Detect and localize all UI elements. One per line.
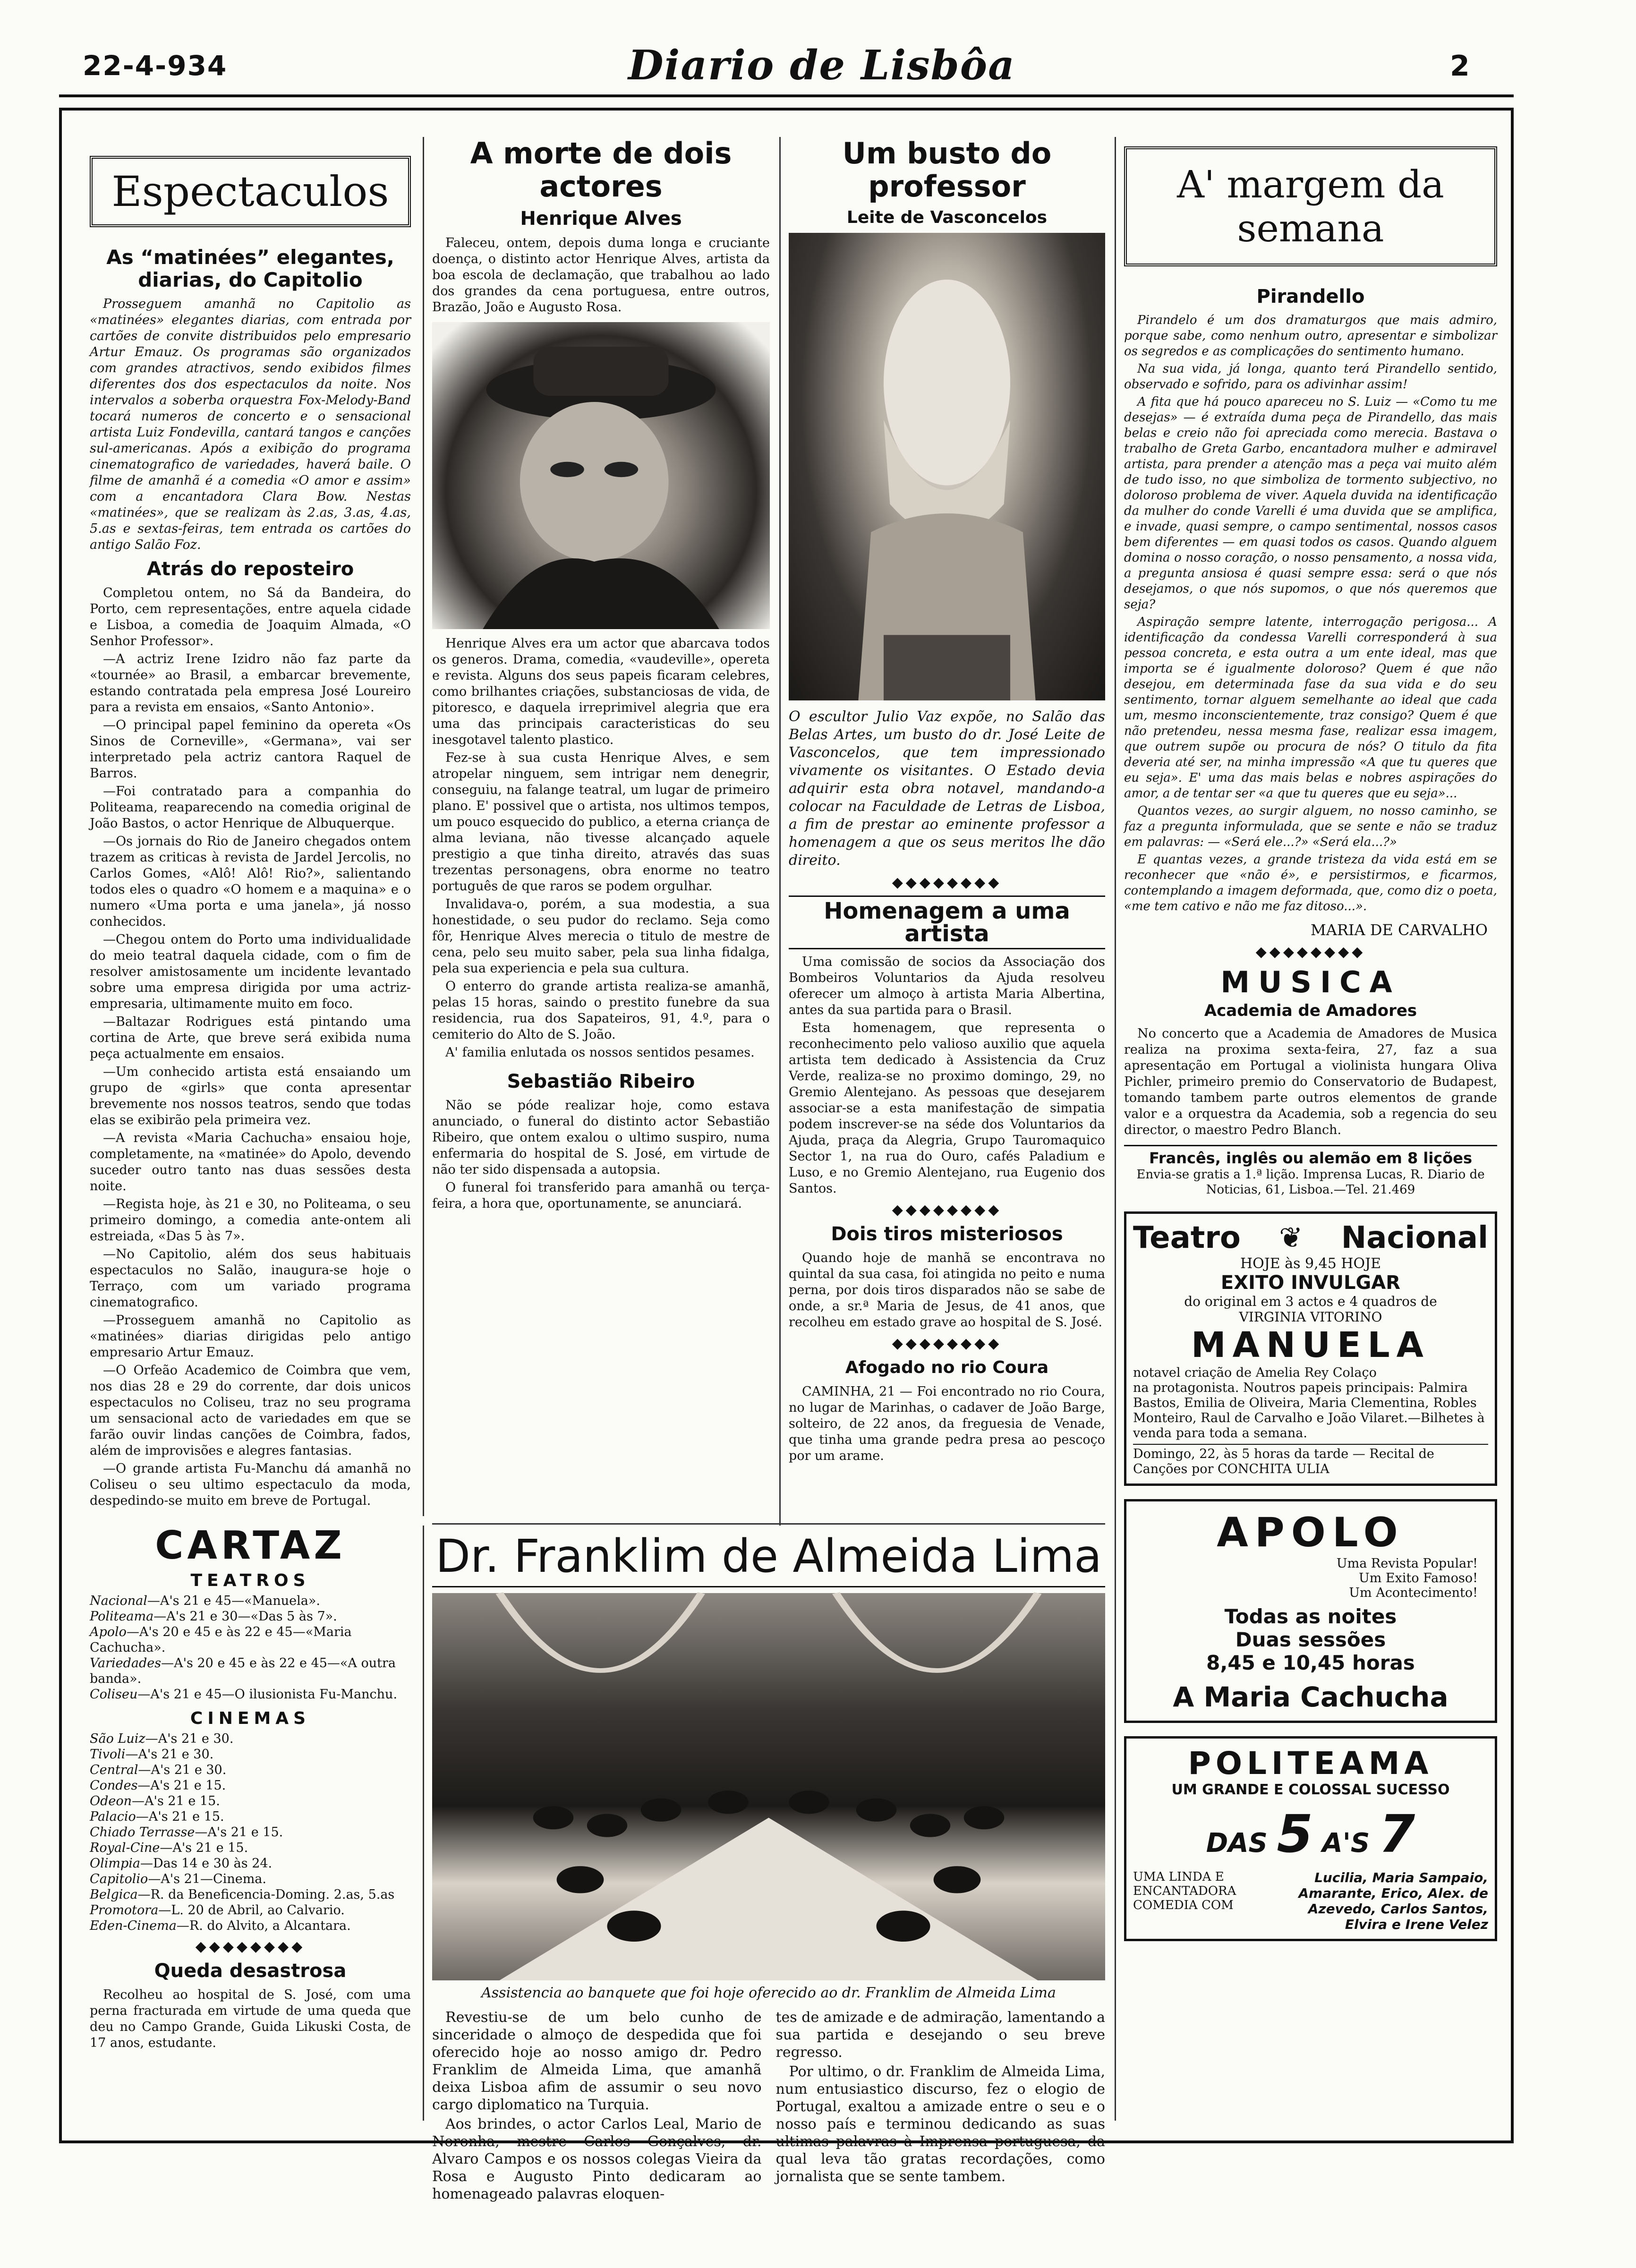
ad-politeama-cast: Lucilia, Maria Sampaio, Amarante, Erico, Alex. de Azevedo, Carlos Santos, Elvira e Irene Velez: [1298, 1870, 1488, 1932]
article-paragraph: Uma comissão de socios da Associação dos Bombeiros Voluntarios da Ajuda resolveu oferecer um almoço à artista Maria Albertina, antes da sua partida para o Brasil.: [789, 955, 1105, 1017]
listing-item: [90, 1809, 411, 1825]
venue-schedule: —A's 21 e 15.: [136, 1809, 224, 1824]
headline-homenagem: Homenagem a uma artista: [789, 895, 1105, 949]
article-matinees: [90, 296, 411, 553]
article-paragraph: Faleceu, ontem, depois duma longa e cruciante doença, o distinto actor Henrique Alves, artista da boa escola de declamação, que trabalhou ao lado dos grandes da cena portuguesa, entre outros, Brazão, João e Augusto Rosa.: [432, 236, 770, 315]
venue-name: Apolo: [90, 1625, 127, 1639]
ornament-divider: ◆◆◆◆◆◆◆◆: [892, 1335, 1002, 1352]
ornament-divider: ◆◆◆◆◆◆◆◆: [892, 1202, 1002, 1218]
article-paragraph: —Chegou ontem do Porto uma individualidade do meio teatral daquela cidade, com o fim de resolver amistosamente um incidente levantado sobre uma empresa dirigida por uma actriz-empresaria, ultimamente muito em foco.: [90, 932, 411, 1011]
column-2: [432, 137, 770, 1516]
bust-illustration: [789, 233, 1105, 700]
article-paragraph: —Prosseguem amanhã no Capitolio as «matinées» diarias dirigidas pelo antigo empresario Artur Emauz.: [90, 1313, 411, 1360]
crest-icon: ❦: [1279, 1221, 1303, 1254]
cinemas-label: CINEMAS: [190, 1709, 311, 1728]
ornament-divider: ◆◆◆◆◆◆◆◆: [1255, 944, 1366, 960]
franklim-text-columns: [432, 2009, 1105, 2205]
venue-name: Odeon: [90, 1794, 132, 1808]
article-paragraph: Prosseguem amanhã no Capitolio as «matinées» elegantes diarias, com entrada por cartões de convite distribuidos pelo empresario Artur Emauz. Os programas são organizados com grandes atractivos, sendo exibidos filmes diferentes dos dos espectaculos da noite. Nos intervalos a soberba orquestra Fox-Melody-Band tocará numeros de concerto e o sensacional artista Luiz Fondevilla, cantará tangos e canções sul-americanas. Após a exibição do programa cinematografico de variedades, haverá baile. O filme de amanhã é a comedia «O amor e assim» com a encantadora Clara Bow. Nestas «matinées», que se realizam às 2.as, 3.as, 4.as, 5.as e sextas-feiras, tem entrada os cartões do antigo Salão Foz.: [90, 297, 411, 552]
margem-semana-header: A' margem da semana: [1124, 146, 1497, 266]
venue-name: Chiado Terrasse: [90, 1825, 195, 1840]
headline-morte-actores: A morte de dois actores: [470, 136, 732, 204]
ad-apolo-tag: Um Exito Famoso!: [1358, 1571, 1478, 1586]
article-sebastiao-ribeiro: [432, 1098, 770, 1212]
venue-name: Royal-Cine: [90, 1841, 160, 1855]
article-paragraph: Fez-se à sua custa Henrique Alves, e sem atropelar ninguem, sem intrigar nem denegrir, conseguiu, na falange teatral, um lugar de primeiro plano. E' possivel que o artista, nos ultimos tempos, um pouco esquecido do publico, a eterna criança de alma leviana, não tivesse alcançado aquele prestigio a que tinha direito, através das suas trezentas personagens, obra enorme no teatro português de que raros se podem orgulhar.: [432, 750, 770, 894]
venue-schedule: —A's 21 e 15.: [132, 1794, 220, 1808]
ad-apolo: [1124, 1499, 1497, 1723]
article-paragraph: A fita que há pouco apareceu no S. Luiz — «Como tu me desejas» — é extraída duma peça de Pirandello, das mais belas e creio não foi apreciada como merecia. Bastava o trabalho de Greta Garbo, encantadora mulher e admiravel artista, para prender a atenção mas a peça vai muito além de tudo isso, no que simboliza de tormento subjectivo, no doloroso problema de viver. Aquela duvida na identificação da mulher do conde Varelli é uma duvida que se amplifica, e invade, quasi sempre, o campo sentimental, nossos casos bem diferentes — em quasi todos os casos. Quando alguem domina o nosso coração, o nosso pensamento, a nossa vida, a pregunta ansiosa é quasi sempre essa: será o que nós desejamos, o que nós supomos, o que nós queremos que seja?: [1124, 395, 1497, 612]
venue-name: Variedades: [90, 1656, 162, 1671]
article-reposteiro: [90, 585, 411, 1509]
article-paragraph: —O grande artista Fu-Manchu dá amanhã no Coliseu o seu ultimo espectaculo da moda, despedindo-se muito em breve de Portugal.: [90, 1461, 411, 1508]
ad-language-lessons: [1124, 1145, 1497, 1197]
article-homenagem: [789, 954, 1105, 1197]
column-divider: [779, 137, 781, 1526]
article-paragraph: —Foi contratado para a companhia do Politeama, reaparecendo na comedia original de João Bastos, o actor Henrique de Albuquerque.: [90, 784, 411, 831]
article-paragraph: —Regista hoje, às 21 e 30, no Politeama, o seu primeiro domingo, a comedia ante-ontem ali estreiada, «Das 5 às 7».: [90, 1197, 411, 1244]
listing-item: [90, 1825, 411, 1840]
venue-name: Nacional: [90, 1594, 147, 1608]
column-divider: [423, 1526, 424, 2121]
listing-item: [90, 1609, 411, 1624]
venue-schedule: —A's 20 e 45 e às 22 e 45—«A outra banda».: [90, 1656, 396, 1686]
headline-matinees: As “matinées” elegantes, diarias, do Capitolio: [106, 246, 394, 291]
photo-banquet: [432, 1593, 1105, 1980]
venue-name: Promotora: [90, 1903, 159, 1918]
page-number: 2: [1450, 50, 1470, 83]
article-paragraph: Revestiu-se de um belo cunho de sinceridade o almoço de despedida que foi oferecido hoje ao nosso amigo dr. Pedro Franklim de Almeida Lima, que amanhã deixa Lisboa afim de assumir o seu novo cargo diplomatico na Turquia.: [432, 2009, 762, 2113]
listing-item: [90, 1624, 411, 1655]
article-paragraph: Na sua vida, já longa, quanto terá Pirandello sentido, observado e sofrido, para os adivinhar assim!: [1124, 362, 1497, 392]
article-pirandello: [1124, 313, 1497, 914]
venue-schedule: —A's 21 e 15.: [195, 1825, 283, 1840]
article-paragraph: Quantos vezes, ao surgir alguem, no nosso caminho, se faz a pregunta informulada, que se sente e não se traduz em palavras: — «Será ele...?» «Será ela...?»: [1124, 804, 1497, 849]
ad-nacional-line: HOJE às 9,45 HOJE: [1240, 1255, 1381, 1272]
article-paragraph: Aspiração sempre latente, interrogação perigosa... A identificação da condessa Varelli corresponderá à sua pessoa concreta, e esta outra a um ente ideal, mas que importa se é igualmente doloroso? Quem é que não desejou, em determinada fase da sua vida e do seu sentimento, tornar alguem semelhante ao ideal que cada um, mesmo inconscientemente, traz consigo? Quem é que não pretendeu, nessa mesma fase, realizar essa imagem, que outrem supõe ou procura de nós? O titulo da fita deveria até ser, na minha impressão «A que tu queres que eu seja». E' uma das mais belas e nobres aspirações do amor, a de tentar ser «a que tu queres que eu seja»...: [1124, 615, 1497, 801]
article-paragraph: Henrique Alves era um actor que abarcava todos os generos. Drama, comedia, «vaudeville», opereta e revista. Alguns dos seus papeis ficaram celebres, como brilhantes criações, substanciosas de vida, de pitoresco, e daquela irreprimivel alegria que era uma das principais caracteristicas do seu inesgotavel talento plastico.: [432, 636, 770, 747]
article-musica: [1124, 1026, 1497, 1138]
ad-politeama-tag: UM GRANDE E COLOSSAL SUCESSO: [1171, 1782, 1450, 1798]
ad-politeama-show-part: A'S: [1322, 1828, 1370, 1859]
listing-item: [90, 1793, 411, 1809]
venue-schedule: —A's 21 e 15.: [160, 1841, 248, 1855]
article-paragraph: Completou ontem, no Sá da Bandeira, do Porto, cem representações, entre aquela cidade e Lisboa, a comedia de Joaquim Almada, «O Senhor Professor».: [90, 586, 411, 648]
listing-item: [90, 1731, 411, 1747]
venue-name: Capitolio: [90, 1872, 148, 1886]
article-afogado: [789, 1384, 1105, 1464]
article-paragraph: —A actriz Irene Izidro não faz parte da «tournée» ao Brasil, a embarcar brevemente, estando contratada pela empresa José Loureiro para a revista em ensaios, «Santo Antonio».: [90, 652, 411, 715]
article-paragraph: Não se póde realizar hoje, como estava anunciado, o funeral do distinto actor Sebastião Ribeiro, que ontem exalou o ultimo suspiro, numa enfermaria do hospital de S. José, em virtude de não ter sido dispensada a autopsia.: [432, 1098, 770, 1177]
listing-item: [90, 1856, 411, 1871]
venue-schedule: —A's 21 e 30.: [125, 1747, 214, 1762]
venue-schedule: —A's 21—Cinema.: [148, 1872, 266, 1886]
article-paragraph: O enterro do grande artista realiza-se amanhã, pelas 15 horas, saindo o prestito funebre da sua residencia, rua dos Sapateiros, 91, 4.º, para o cemiterio do Alto de S. João.: [432, 979, 770, 1042]
photo-bust-sculpture: [789, 233, 1105, 700]
article-paragraph: O funeral foi transferido para amanhã ou terça-feira, a hora que, oportunamente, se anunciará.: [432, 1180, 770, 1211]
franklim-article: [432, 1530, 1105, 2202]
venue-name: Palacio: [90, 1809, 136, 1824]
listing-item: [90, 1871, 411, 1887]
venue-schedule: —A's 21 e 45—«Manuela».: [147, 1594, 320, 1608]
venue-name: Central: [90, 1763, 138, 1777]
ad-apolo-line: Todas as noites: [1224, 1605, 1397, 1628]
portrait-illustration: [432, 322, 770, 629]
article-paragraph: A' familia enlutada os nossos sentidos pesames.: [445, 1045, 755, 1060]
listing-item: [90, 1918, 411, 1934]
portrait-henrique-alves: [432, 322, 770, 629]
article-paragraph: Esta homenagem, que representa o reconhecimento pelo valioso auxilio que aquela artista tem dedicado à Assistencia da Cruz Verde, realiza-se no proximo domingo, 29, no Gremio Alentejano. As pessoas que desejarem associar-se a esta manifestação de simpatia podem inscrever-se na séde dos Voluntarios da Ajuda, praça da Alegria, Grupo Tauromaquico Sector 1, na rua do Ouro, cafés Paladium e Luso, e no Gremio Alentejano, rua Eugenio dos Santos.: [789, 1021, 1105, 1196]
ad-nacional-play-title: MANUELA: [1191, 1325, 1430, 1365]
ad-politeama-name: POLITEAMA: [1188, 1745, 1433, 1782]
article-henrique-alves-body: [432, 636, 770, 1061]
ad-apolo-line: 8,45 e 10,45 horas: [1206, 1651, 1415, 1674]
ad-politeama-footer: [1133, 1870, 1488, 1932]
ad-nacional-word-teatro: Teatro: [1133, 1220, 1241, 1255]
section-rule: [432, 1523, 1105, 1525]
ad-politeama-show: [1133, 1804, 1488, 1864]
venue-schedule: —A's 21 e 45—O ilusionista Fu-Manchu.: [137, 1687, 398, 1702]
ad-nacional-header: [1133, 1220, 1488, 1255]
article-paragraph: —Os jornais do Rio de Janeiro chegados ontem trazem as criticas à revista de Jardel Jercolis, no Carlos Gomes, «Alô! Alô! Rio?», salientando todos eles o quadro «O homem e a maquina» e o numero «Uma porta e uma janela», já nosso conhecidos.: [90, 834, 411, 929]
article-dois-tiros: [789, 1250, 1105, 1330]
venue-schedule: —A's 20 e 45 e às 22 e 45—«Maria Cachucha».: [90, 1625, 352, 1655]
masthead-rule: [59, 94, 1514, 97]
article-paragraph: Invalidava-o, porém, a sua modestia, a sua honestidade, o seu pudor do reclamo. Seja como fôr, Henrique Alves merecia o titulo de mestre de cena, pelo seu muito saber, pela sua linha fidalga, pela sua experiencia e pela sua cultura.: [432, 897, 770, 976]
article-paragraph: Por ultimo, o dr. Franklim de Almeida Lima, num entusiastico discurso, fez o elogio de Portugal, exaltou a amizade entre o seu e o nosso país e terminou dedicando as suas ultimas palavras à Imprensa portuguesa, da qual leva tão gratas recordações, como jornalista que se sente tambem.: [775, 2063, 1105, 2185]
venue-schedule: —L. 20 de Abril, ao Calvario.: [158, 1903, 345, 1918]
article-queda: [90, 1987, 411, 2051]
venue-name: Belgica: [90, 1887, 138, 1902]
column-divider: [1115, 137, 1116, 2121]
espectaculos-header: Espectaculos: [90, 156, 411, 227]
franklim-text-left: [432, 2009, 762, 2205]
listing-item: [90, 1762, 411, 1778]
franklim-text-right: [776, 2009, 1106, 2205]
listing-item: [90, 1778, 411, 1793]
listing-item: [90, 1655, 411, 1687]
teatros-list: [90, 1593, 411, 1702]
headline-pirandello: Pirandello: [1256, 286, 1365, 307]
author-signature: MARIA DE CARVALHO: [1310, 921, 1488, 939]
article-paragraph: CAMINHA, 21 — Foi encontrado no rio Coura, no lugar de Marinhas, o cadaver de João Barge, solteiro, de 22 anos, da freguesia de Venade, que tinha uma grande pedra presa ao pescoço por um arame.: [789, 1384, 1105, 1463]
ad-politeama-descriptor: UMA LINDA E ENCANTADORA COMEDIA COM: [1133, 1870, 1236, 1912]
ad-politeama-show-part: 7: [1379, 1804, 1415, 1864]
ad-apolo-name: APOLO: [1217, 1509, 1405, 1556]
ad-apolo-show: A Maria Cachucha: [1173, 1681, 1449, 1713]
ornament-divider: ◆◆◆◆◆◆◆◆: [892, 874, 1002, 891]
teatros-label: TEATROS: [190, 1571, 310, 1590]
cartaz-title: CARTAZ: [155, 1523, 346, 1568]
ad-nacional-word-nacional: Nacional: [1341, 1220, 1488, 1255]
venue-schedule: —A's 21 e 15.: [137, 1778, 226, 1793]
column-3: [789, 137, 1105, 1521]
venue-name: Eden-Cinema: [90, 1918, 177, 1933]
article-paragraph: —Baltazar Rodrigues está pintando uma cortina de Arte, que breve será exibida numa peça actualmente em ensaios.: [90, 1015, 411, 1061]
venue-name: São Luiz: [90, 1731, 145, 1746]
ad-nacional-line: notavel criação de Amelia Rey Colaço: [1133, 1365, 1377, 1380]
article-paragraph: tes de amizade e de admiração, lamentando a sua partida e desejando o seu breve regresso.: [775, 2009, 1105, 2061]
ad-teatro-nacional: [1124, 1211, 1497, 1486]
headline-dois-tiros: Dois tiros misteriosos: [831, 1223, 1063, 1245]
article-paragraph: Pirandelo é um dos dramaturgos que mais admiro, porque sabe, como nenhum outro, apresentar e simbolizar os segredos e as complicações do sentimento humano.: [1124, 313, 1497, 358]
article-paragraph: No concerto que a Academia de Amadores de Musica realiza na proxima sexta-feira, 27, faz a sua apresentação em Portugal a violinista hungara Oliva Pichler, primeiro premio do Conservatorio de Budapest, tomando tambem parte outros elementos de grande valor e a orquestra da Academia, sob a regencia do seu director, o maestro Pedro Blanch.: [1124, 1026, 1497, 1137]
column-4: [1124, 137, 1497, 2130]
headline-afogado: Afogado no rio Coura: [845, 1358, 1049, 1377]
venue-schedule: —A's 21 e 30.: [138, 1763, 227, 1777]
listing-item: [90, 1887, 411, 1902]
column-divider: [423, 137, 424, 1516]
listing-item: [90, 1840, 411, 1856]
headline-franklim: Dr. Franklim de Almeida Lima: [432, 1530, 1105, 1587]
headline-busto: Um busto do professor: [842, 136, 1052, 204]
venue-schedule: —R. do Alvito, a Alcantara.: [176, 1918, 351, 1933]
venue-name: Olimpia: [90, 1856, 141, 1871]
ad-language-body: Envia-se gratis a 1.ª lição. Imprensa Lucas, R. Diario de Noticias, 61, Lisboa.—Tel. 21.469: [1136, 1168, 1485, 1197]
newspaper-title: Diario de Lisbôa: [628, 42, 1015, 89]
headline-reposteiro: Atrás do reposteiro: [146, 558, 354, 580]
ad-nacional-line: Domingo, 22, às 5 horas da tarde — Recital de Canções por CONCHITA ULIA: [1133, 1444, 1488, 1477]
ad-politeama-show-part: DAS: [1206, 1828, 1268, 1859]
venue-name: Coliseu: [90, 1687, 138, 1702]
article-paragraph: Quando hoje de manhã se encontrava no quintal da sua casa, foi atingida no peito e numa perna, por dois tiros disparados não se sabe de onde, a sr.ª Maria de Jesus, de 41 anos, que recolheu em estado grave ao hospital de S. José.: [789, 1251, 1105, 1330]
listing-item: [90, 1593, 411, 1609]
ad-politeama-show-part: 5: [1277, 1804, 1313, 1864]
ad-nacional-line: VIRGINIA VITORINO: [1239, 1309, 1382, 1325]
article-paragraph: Recolheu ao hospital de S. José, com uma perna fracturada em virtude de uma queda que deu no Campo Grande, Guida Likuski Costa, de 17 anos, estudante.: [90, 1987, 411, 2050]
listing-item: [90, 1747, 411, 1762]
venue-name: Condes: [90, 1778, 138, 1793]
headline-musica: MUSICA: [1220, 965, 1401, 999]
article-henrique-alves-intro: [432, 235, 770, 315]
ad-nacional-line: do original em 3 actos e 4 quadros de: [1184, 1294, 1437, 1309]
ornament-divider: ◆◆◆◆◆◆◆◆: [195, 1938, 306, 1955]
article-paragraph: —No Capitolio, além dos seus habituais espectaculos no Salão, inaugura-se hoje o Terraço, com um variado programa cinematografico.: [90, 1247, 411, 1310]
ad-nacional-line: na protagonista. Noutros papeis principais: Palmira Bastos, Emilia de Oliveira, Maria Clementina, Robles Monteiro, Raul de Carvalho e João Vilaret.—Bilhetes à venda para toda a semana.: [1133, 1381, 1485, 1441]
subhead-leite-vasconcelos: Leite de Vasconcelos: [846, 208, 1048, 227]
ad-language-title: Francês, inglês ou alemão em 8 lições: [1149, 1149, 1472, 1167]
ad-apolo-tag: Um Acontecimento!: [1349, 1586, 1478, 1600]
article-paragraph: E quantas vezes, a grande tristeza da vida está em se reconhecer que «não é», e persistirmos, e ficarmos, contemplando a imagem deformada, que, como diz o poeta, «me tem cativo e não me faz ditoso...».: [1124, 853, 1497, 913]
cinemas-list: [90, 1731, 411, 1934]
venue-name: Politeama: [90, 1609, 154, 1624]
article-paragraph: —A revista «Maria Cachucha» ensaiou hoje, completamente, na «matinée» do Apolo, devendo suceder outro tanto nas duas sessões desta noite.: [90, 1131, 411, 1194]
article-paragraph: —Um conhecido artista está ensaiando um grupo de «girls» que conta apresentar brevemente nos nossos teatros, sendo que todas elas se exibirão pela primeira vez.: [90, 1065, 411, 1127]
headline-queda: Queda desastrosa: [154, 1960, 347, 1982]
venue-schedule: —Das 14 e 30 às 24.: [140, 1856, 273, 1871]
headline-sebastiao-ribeiro: Sebastião Ribeiro: [507, 1071, 695, 1092]
article-paragraph: —O Orfeão Academico de Coimbra que vem, nos dias 28 e 29 do corrente, dar dois unicos espectaculos no Coliseu, traz no seu programa um sensacional acto de variedades em que se farão ouvir lindas canções de Coimbra, fados, além de improvisões e alegres fantasias.: [90, 1363, 411, 1458]
banquet-illustration: [432, 1593, 1105, 1980]
venue-schedule: —A's 21 e 30.: [145, 1731, 234, 1746]
listing-item: [90, 1902, 411, 1918]
ad-apolo-tag: Uma Revista Popular!: [1336, 1556, 1478, 1571]
caption-banquet: Assistencia ao banquete que foi hoje oferecido ao dr. Franklim de Almeida Lima: [481, 1985, 1056, 2001]
ad-nacional-line: EXITO INVULGAR: [1220, 1272, 1401, 1294]
issue-date: 22-4-934: [83, 50, 228, 82]
article-paragraph: Aos brindes, o actor Carlos Leal, Mario de Noronha, mestre Carlos Gonçalves, dr. Alvaro Campos e os nossos colegas Vieira da Rosa e Augusto Pinto dedicaram ao homenageado palavras eloquen-: [432, 2116, 762, 2202]
venue-schedule: —R. da Beneficencia-Doming. 2.as, 5.as: [137, 1887, 395, 1902]
column-1: [90, 156, 411, 2130]
listing-item: [90, 1687, 411, 1702]
subhead-henrique-alves: Henrique Alves: [520, 208, 682, 230]
venue-schedule: —A's 21 e 30—«Das 5 às 7».: [153, 1609, 337, 1624]
venue-name: Tivoli: [90, 1747, 126, 1762]
ad-apolo-line: Duas sessões: [1235, 1628, 1386, 1651]
subhead-academia: Academia de Amadores: [1204, 1001, 1417, 1020]
caption-busto: O escultor Julio Vaz expõe, no Salão das Belas Artes, um busto do dr. José Leite de Vasconcelos, que tem impressionado vivamente os visitantes. O Estado devia adquirir esta obra notavel, mandando-a colocar na Faculdade de Letras de Lisboa, a fim de prestar ao eminente professor a homenagem a que os seus meritos lhe dão direito.: [789, 708, 1105, 869]
ad-politeama: [1124, 1736, 1497, 1941]
article-paragraph: —O principal papel feminino da opereta «Os Sinos de Corneville», «Germana», vai ser interpretado pela actriz cantora Raquel de Barros.: [90, 718, 411, 781]
